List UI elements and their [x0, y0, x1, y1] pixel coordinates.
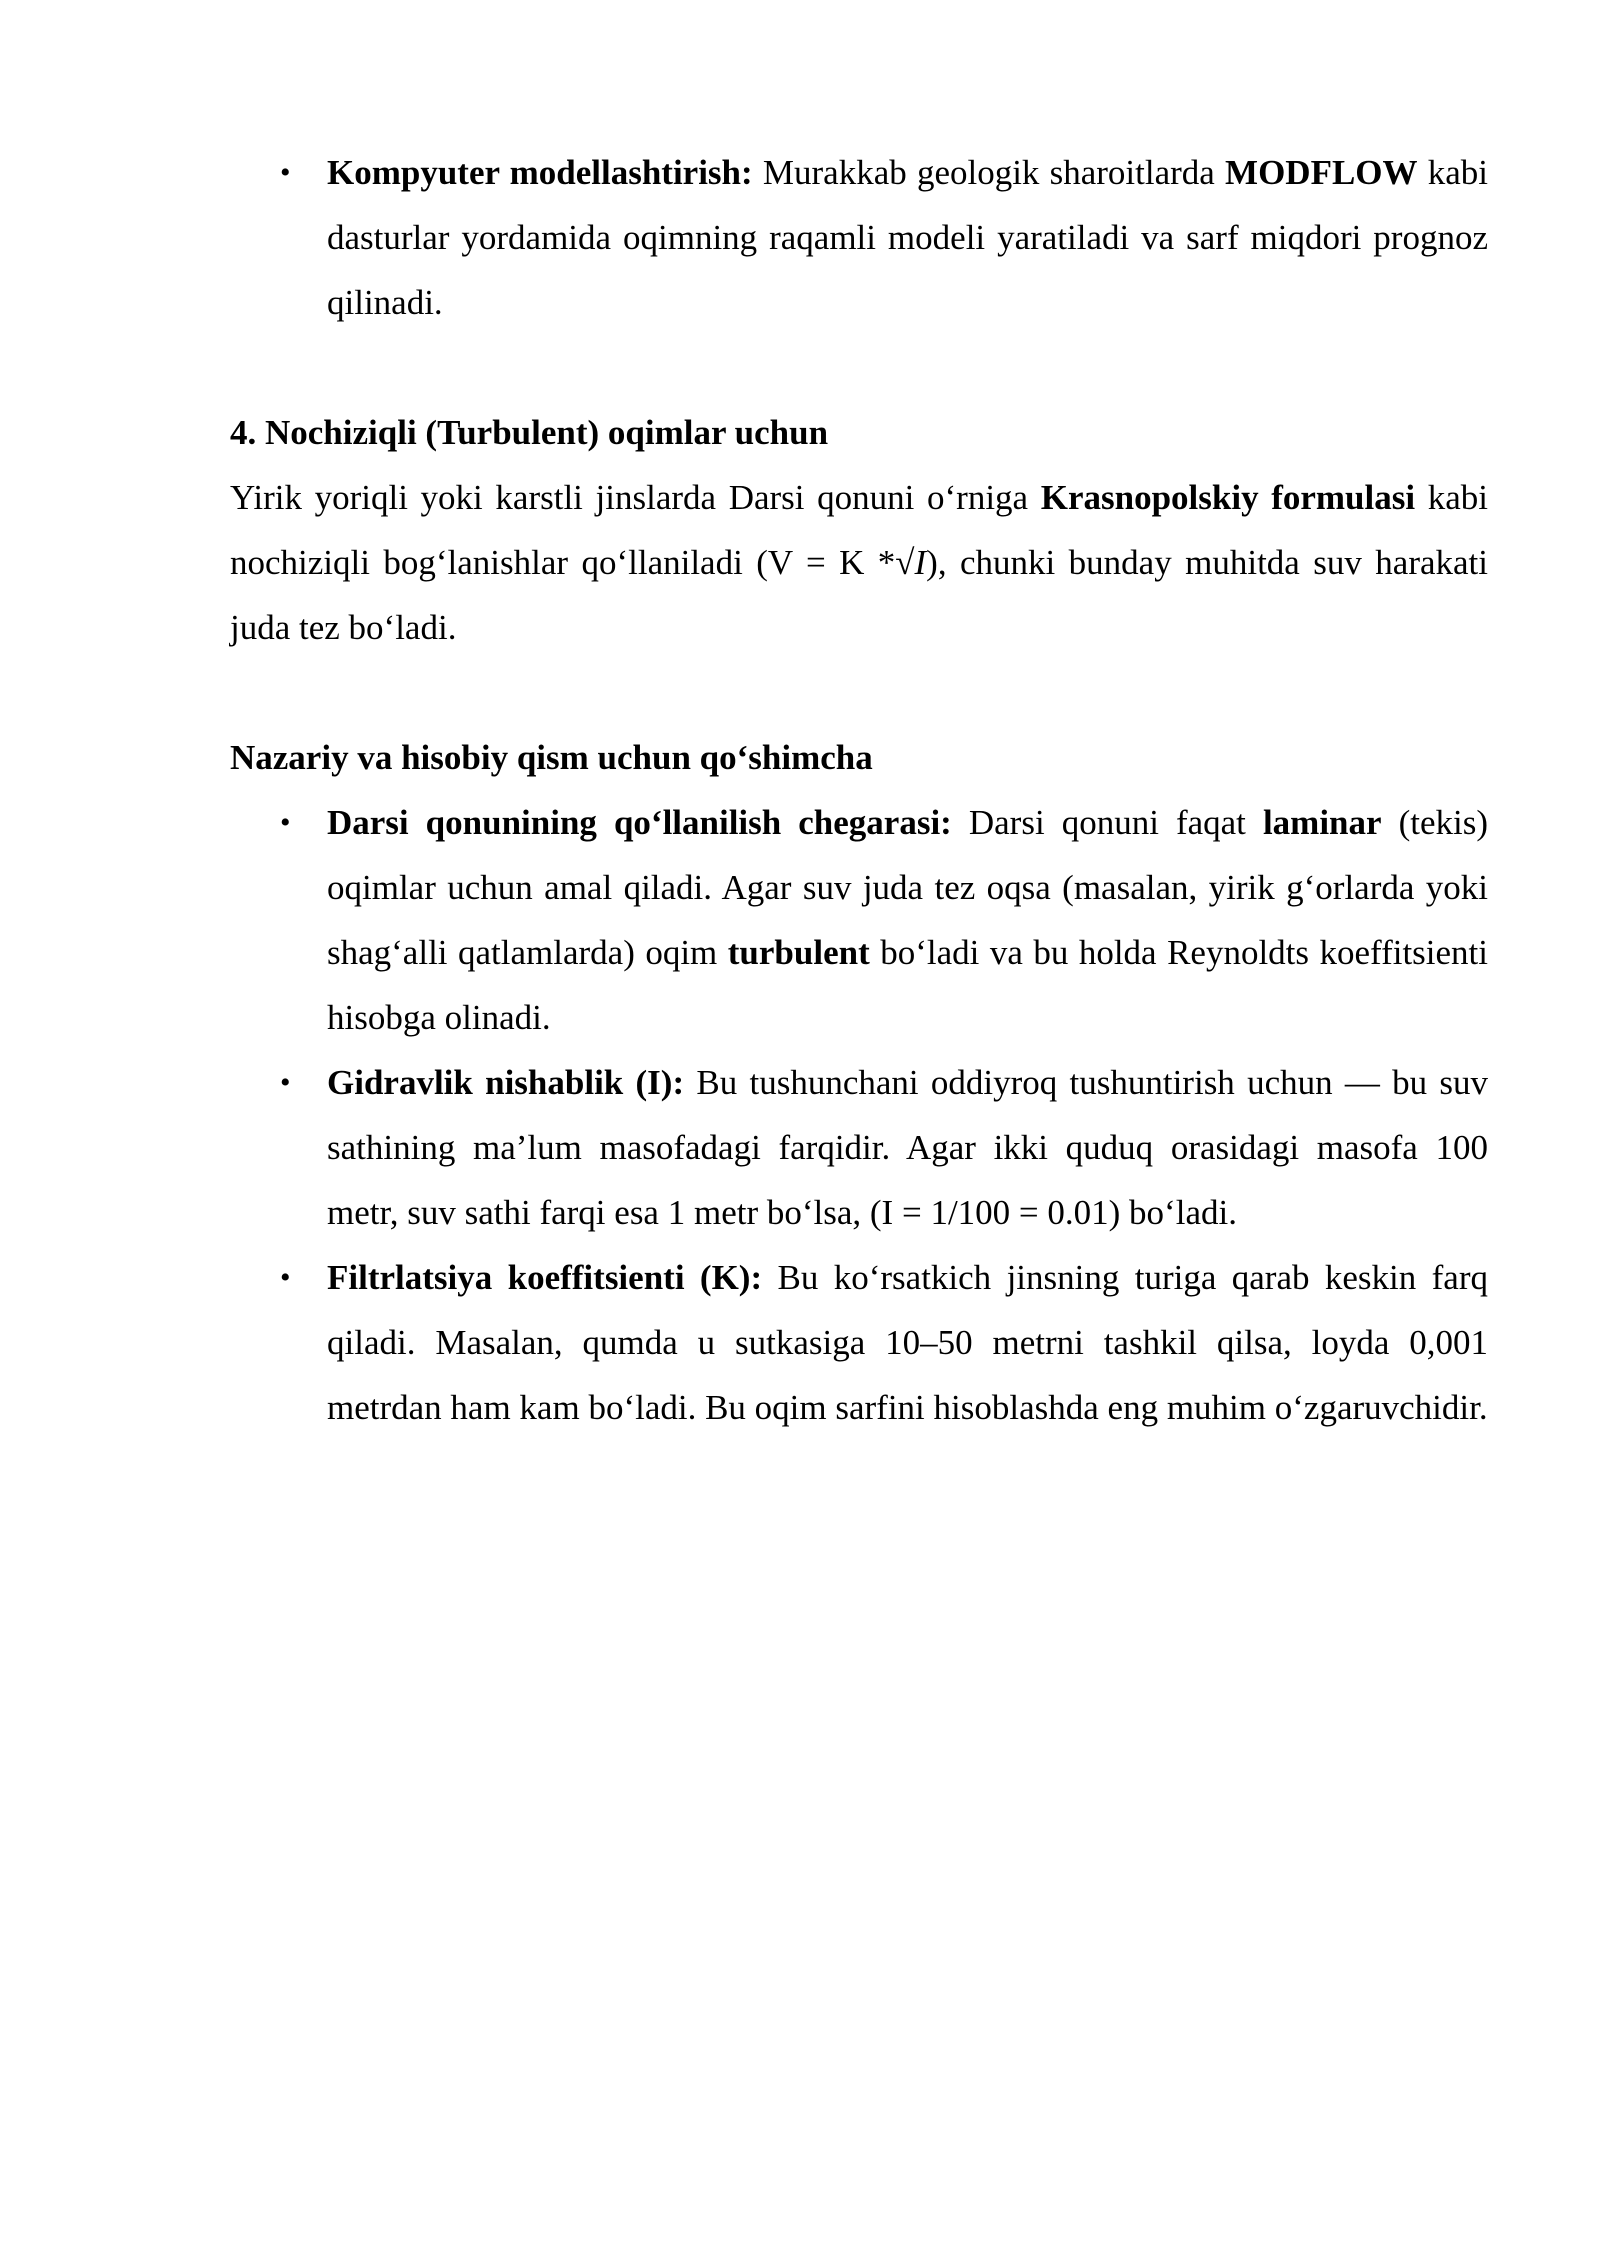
- term-darcy-limit: Darsi qonunining qo‘llanilish chegarasi:: [327, 803, 952, 842]
- item-text-part: Bu ko‘rsatkich jinsning turiga qarab keskin farq qiladi. Masalan, qumda u sutkasiga 10–50 metrni tashkil qilsa, loyda 0,001 metrdan ham kam bo‘ladi. Bu oqim sarfini hisoblashda eng muhim o‘zgaruvchidir.: [327, 1258, 1488, 1427]
- list-item-darcy-limit: [230, 790, 1488, 1050]
- modelling-list: [230, 140, 1488, 335]
- section-heading-supplement: Nazariy va hisobiy qism uchun qo‘shimcha: [230, 738, 873, 777]
- term-laminar: laminar: [1262, 803, 1382, 842]
- paragraph-text-part: kabi nochiziqli bog‘lanishlar qo‘llaniladi (V = K *√: [230, 478, 1488, 582]
- item-text-part: kabi dasturlar yordamida oqimning raqamli modeli yaratiladi va sarf miqdori prognoz qilinadi.: [327, 153, 1488, 322]
- paragraph-text-part: Yirik yoriqli yoki karstli jinslarda Darsi qonuni o‘rniga: [230, 478, 1041, 517]
- list-item-filtration-coefficient: [230, 1245, 1488, 1440]
- item-text-part: bo‘ladi va bu holda Reynoldts koeffitsienti hisobga olinadi.: [327, 933, 1488, 1037]
- item-text-part: (tekis) oqimlar uchun amal qiladi. Agar suv juda tez oqsa (masalan, yirik g‘orlarda yoki shag‘alli qatlamlarda) oqim: [327, 803, 1488, 972]
- spacer: [230, 335, 1488, 400]
- term-hydraulic-gradient: Gidravlik nishablik (I):: [327, 1063, 685, 1102]
- term-modflow: MODFLOW: [1225, 153, 1418, 192]
- bullet-icon: •: [280, 1066, 291, 1099]
- spacer: [230, 660, 1488, 725]
- term-computer-modelling: Kompyuter modellashtirish:: [327, 153, 753, 192]
- item-text-part: Murakkab geologik sharoitlarda: [752, 153, 1226, 192]
- term-filtration-coefficient: Filtrlatsiya koeffitsienti (K):: [327, 1258, 763, 1297]
- bullet-icon: •: [280, 1261, 291, 1294]
- section-paragraph-nonlinear: [230, 465, 1488, 660]
- bullet-icon: •: [280, 156, 291, 189]
- term-krasnopolskiy: Krasnopolskiy formulasi: [1040, 478, 1416, 517]
- term-turbulent: turbulent: [727, 933, 870, 972]
- item-text-part: Bu tushunchani oddiyroq tushuntirish uchun — bu suv sathining ma’lum masofadagi farqidir. Agar ikki quduq orasidagi masofa 100 metr, suv sathi farqi esa 1 metr bo‘lsa, (I = 1/100 = 0.01) bo‘ladi.: [327, 1063, 1488, 1232]
- supplement-list: [230, 790, 1488, 1440]
- bullet-icon: •: [280, 806, 291, 839]
- paragraph-text-part: ), chunki bunday muhitda suv harakati juda tez bo‘ladi.: [230, 543, 1488, 647]
- formula-variable: I: [914, 543, 927, 582]
- list-item-computer-modelling: [230, 140, 1488, 335]
- item-text-part: Darsi qonuni faqat: [951, 803, 1263, 842]
- document-page: [230, 140, 1488, 1440]
- section-heading-nonlinear: 4. Nochiziqli (Turbulent) oqimlar uchun: [230, 413, 829, 452]
- list-item-hydraulic-gradient: [230, 1050, 1488, 1245]
